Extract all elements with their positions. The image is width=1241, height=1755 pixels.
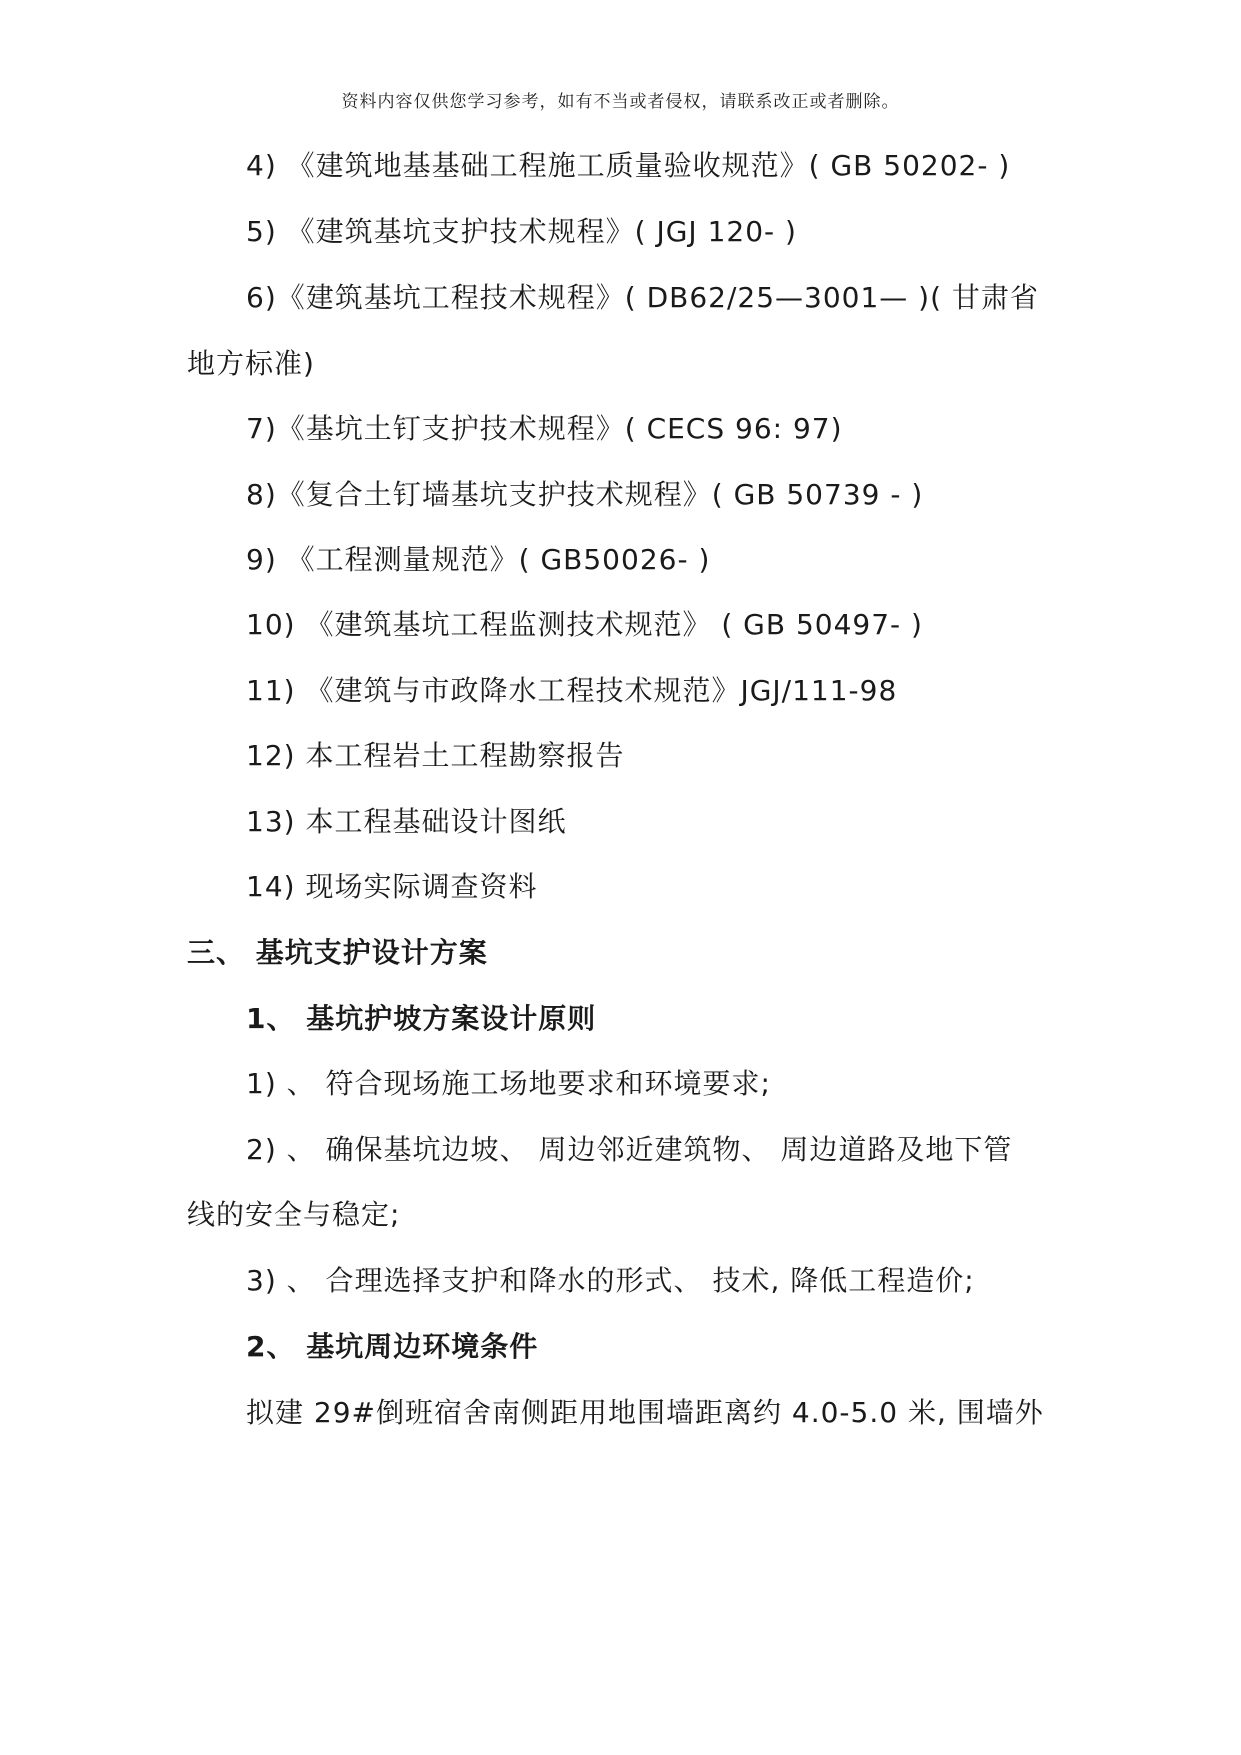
reference-item-14: 14) 现场实际调查资料 [246, 870, 538, 903]
reference-item-10: 10) 《建筑基坑工程监测技术规范》 ( GB 50497- ) [246, 608, 923, 641]
reference-item-7: 7)《基坑土钉支护技术规程》( CECS 96: 97) [246, 412, 843, 445]
reference-item-9: 9) 《工程测量规范》( GB50026- ) [246, 543, 711, 576]
reference-item-4: 4) 《建筑地基基础工程施工质量验收规范》( GB 50202- ) [246, 149, 1011, 182]
reference-item-5: 5) 《建筑基坑支护技术规程》( JGJ 120- ) [246, 215, 797, 248]
principle-item-3: 3) 、 合理选择支护和降水的形式、 技术, 降低工程造价; [246, 1264, 975, 1297]
principle-item-2-continued: 线的安全与稳定; [187, 1198, 401, 1231]
reference-item-8: 8)《复合土钉墙基坑支护技术规程》( GB 50739 - ) [246, 478, 924, 511]
reference-item-6-continued: 地方标准) [187, 347, 315, 380]
reference-item-11: 11) 《建筑与市政降水工程技术规范》JGJ/111-98 [246, 674, 898, 707]
reference-item-6: 6)《建筑基坑工程技术规程》( DB62/25—3001— )( 甘肃省 [246, 281, 1039, 314]
subsection-2-title: 2、 基坑周边环境条件 [246, 1330, 539, 1363]
subsection-1-title: 1、 基坑护坡方案设计原则 [246, 1002, 597, 1035]
reference-item-13: 13) 本工程基础设计图纸 [246, 805, 567, 838]
section-title: 三、 基坑支护设计方案 [187, 936, 488, 969]
copyright-header: 资料内容仅供您学习参考，如有不当或者侵权，请联系改正或者删除。 [341, 92, 900, 112]
reference-item-12: 12) 本工程岩土工程勘察报告 [246, 739, 625, 772]
principle-item-2: 2) 、 确保基坑边坡、 周边邻近建筑物、 周边道路及地下管 [246, 1133, 1013, 1166]
principle-item-1: 1) 、 符合现场施工场地要求和环境要求; [246, 1067, 771, 1100]
environment-paragraph: 拟建 29#倒班宿舍南侧距用地围墙距离约 4.0-5.0 米, 围墙外 [246, 1396, 1044, 1429]
